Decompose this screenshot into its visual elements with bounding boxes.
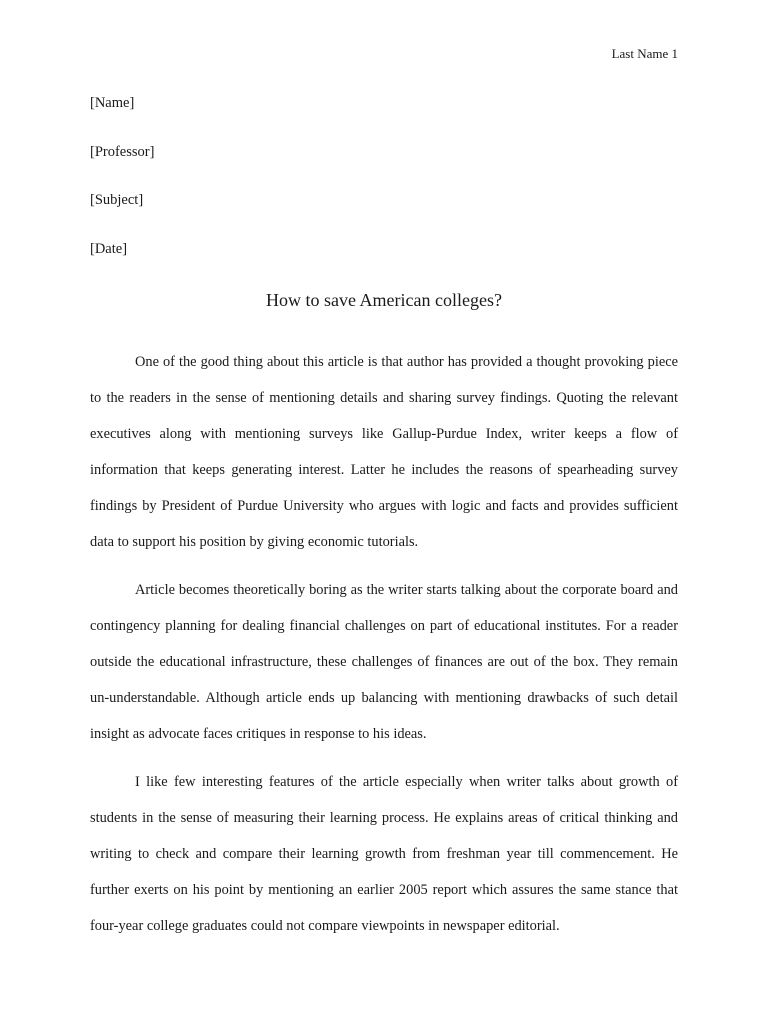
subject-name: [Subject] <box>90 192 144 208</box>
date-line: [Date] <box>90 240 128 257</box>
body-paragraph-2: Article becomes theoretically boring as the writer starts talking about the corporate board and contingency planning for dealing financial challenges on part of educational institutes. For a reader outside the educational infrastructure, these challenges of finances are out of the box. They remain un-understandable. Although article ends up balancing with mentioning drawbacks of such detail insight as advocate faces critiques in response to his ideas. <box>90 582 678 742</box>
essay-body <box>90 344 678 956</box>
professor-name: [Professor] <box>90 143 155 160</box>
mla-heading-block <box>90 93 678 287</box>
body-paragraph-1: One of the good thing about this article is that author has provided a thought provoking piece to the readers in the sense of mentioning details and sharing survey findings. Quoting the relevant executives along with mentioning surveys like Gallup-Purdue Index, writer keeps a flow of information that keeps generating interest. Latter he includes the reasons of spearheading survey findings by President of Purdue University who argues with logic and facts and provides sufficient data to support his position by giving economic tutorials. <box>90 354 678 550</box>
body-paragraph-3: I like few interesting features of the article especially when writer talks about growth of students in the sense of measuring their learning process. He explains areas of critical thinking and writing to check and compare their learning growth from freshman year till commencement. He further exerts on his point by mentioning an earlier 2005 report which assures the same stance that four-year college graduates could not compare viewpoints in newspaper editorial. <box>90 774 678 934</box>
essay-title: How to save American colleges? <box>266 290 502 310</box>
student-name: [Name] <box>90 95 135 111</box>
running-header: Last Name 1 <box>611 46 678 61</box>
